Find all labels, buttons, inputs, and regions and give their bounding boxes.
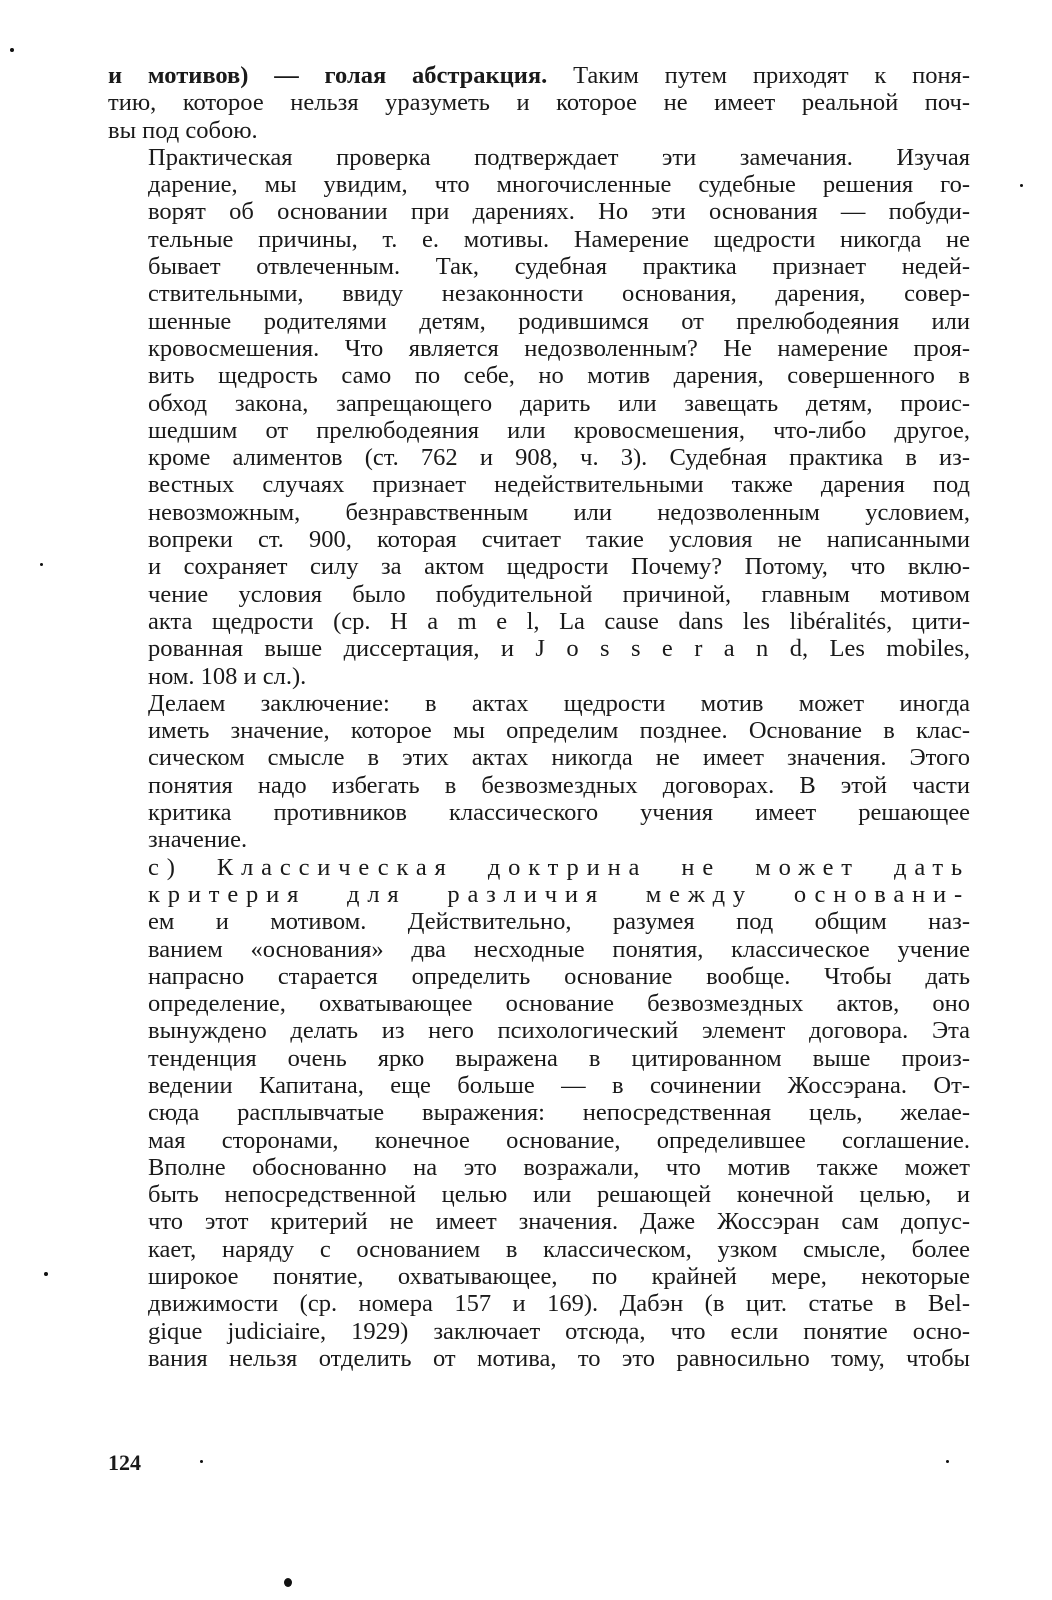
text-line: и мотивов) — голая абстракция. Таким путем приходят к поня- <box>108 62 970 89</box>
text-line: ведении Капитана, еще больше — в сочинении Жоссэрана. От- <box>148 1071 970 1099</box>
text-line: Вполне обоснованно на это возражали, что мотив также может <box>148 1153 970 1181</box>
text-line: ствительными, ввиду незаконности основания, дарения, совер- <box>148 280 970 308</box>
paragraph-1 <box>108 62 970 144</box>
text-line: Делаем заключение: в актах щедрости мотив может иногда <box>148 689 970 717</box>
text-line: тию, которое нельзя уразуметь и которое не имеет реальной поч- <box>108 89 970 117</box>
section-heading-line: c) Классическая доктрина не может дать <box>148 853 970 881</box>
text-line: вынуждено делать из него психологический элемент договора. Эта <box>148 1017 970 1045</box>
scan-speck <box>284 1578 292 1587</box>
text-line: определение, охватывающее основание безвозмездных актов, оно <box>148 990 970 1018</box>
text-line: быть непосредственной целью или решающей конечной целью, и <box>148 1181 970 1209</box>
text-line: сическом смысле в этих актах никогда не имеет значения. Этого <box>148 744 970 772</box>
text-line: ванием «основания» два несходные понятия, классическое учение <box>148 935 970 963</box>
text-line: кроме алиментов (ст. 762 и 908, ч. 3). Судебная практика в из- <box>148 444 970 472</box>
section-heading-line: критерия для различия между основани- <box>148 880 970 908</box>
text-line: сюда расплывчатые выражения: непосредственная цель, желае- <box>148 1099 970 1127</box>
text-line: вить щедрость само по себе, но мотив дарения, совершенного в <box>148 362 970 390</box>
scan-speck <box>10 48 14 52</box>
text-line: тенденция очень ярко выражена в цитированном выше произ- <box>148 1044 970 1072</box>
text-line: чение условия было побудительной причиной, главным мотивом <box>148 580 970 608</box>
page-body <box>108 62 970 1372</box>
scan-speck <box>200 1460 203 1463</box>
text-line: движимости (ср. номера 157 и 169). Дабэн (в цит. статье в Bel- <box>148 1290 970 1318</box>
text-line: ем и мотивом. Действительно, разумея под общим наз- <box>148 908 970 936</box>
page-number: 124 <box>108 1450 141 1475</box>
text-line: тельные причины, т. е. мотивы. Намерение щедрости никогда не <box>148 225 970 253</box>
text-line: что этот критерий не имеет значения. Даже Жоссэран сам допус- <box>148 1208 970 1236</box>
text-line: бывает отвлеченным. Так, судебная практика признает недей- <box>148 253 970 281</box>
text-line: ном. 108 и сл.). <box>148 662 307 690</box>
text-line: критика противников классического учения имеет решающее <box>148 799 970 827</box>
text-line: обход закона, запрещающего дарить или завещать детям, проис- <box>148 389 970 417</box>
text-line: gique judiciaire, 1929) заключает отсюда, что если понятие осно- <box>148 1317 970 1345</box>
text-line: вестных случаях признает недействительными также дарения под <box>148 471 970 499</box>
paragraph-4 <box>108 854 970 1373</box>
text-line: вания нельзя отделить от мотива, то это равносильно тому, чтобы <box>148 1344 970 1372</box>
text-line: вопреки ст. 900, которая считает такие условия не написанными <box>148 526 970 554</box>
text-line: акта щедрости (ср. H a m e l, La cause dans les libéralités, цити- <box>148 607 970 635</box>
text-line: Практическая проверка подтверждает эти замечания. Изучая <box>148 143 970 171</box>
text-line: понятия надо избегать в безвозмездных договорах. В этой части <box>148 771 970 799</box>
text-line: шедшим от прелюбодеяния или кровосмешения, что-либо другое, <box>148 416 970 444</box>
scan-speck <box>44 1272 48 1276</box>
text-line: вы под собою. <box>108 116 258 144</box>
text-line: рованная выше диссертация, и J o s s e r a n d, Les mobiles, <box>148 635 970 663</box>
text-line: напрасно старается определить основание вообще. Чтобы дать <box>148 962 970 990</box>
scan-speck <box>946 1460 949 1463</box>
scan-speck <box>1020 184 1023 187</box>
paragraph-2 <box>108 144 970 690</box>
text-line: кает, наряду с основанием в классическом, узком смысле, более <box>148 1235 970 1263</box>
text-line: дарение, мы увидим, что многочисленные судебные решения го- <box>148 171 970 199</box>
text-line: и сохраняет силу за актом щедрости Почему? Потому, что вклю- <box>148 553 970 581</box>
text-line: ворят об основании при дарениях. Но эти основания — побуди- <box>148 198 970 226</box>
text-line: невозможным, безнравственным или недозволенным условием, <box>148 498 970 526</box>
text-line: иметь значение, которое мы определим позднее. Основание в клас- <box>148 717 970 745</box>
text-line: мая сторонами, конечное основание, определившее соглашение. <box>148 1126 970 1154</box>
paragraph-3 <box>108 690 970 854</box>
text-line: шенные родителями детям, родившимся от прелюбодеяния или <box>148 307 970 335</box>
text-line: широкое понятие, охватывающее, по крайней мере, некоторые <box>148 1263 970 1291</box>
text-line: значение. <box>148 826 248 854</box>
text-line: кровосмешения. Что является недозволенным? Не намерение проя- <box>148 334 970 362</box>
scan-speck <box>40 563 43 566</box>
